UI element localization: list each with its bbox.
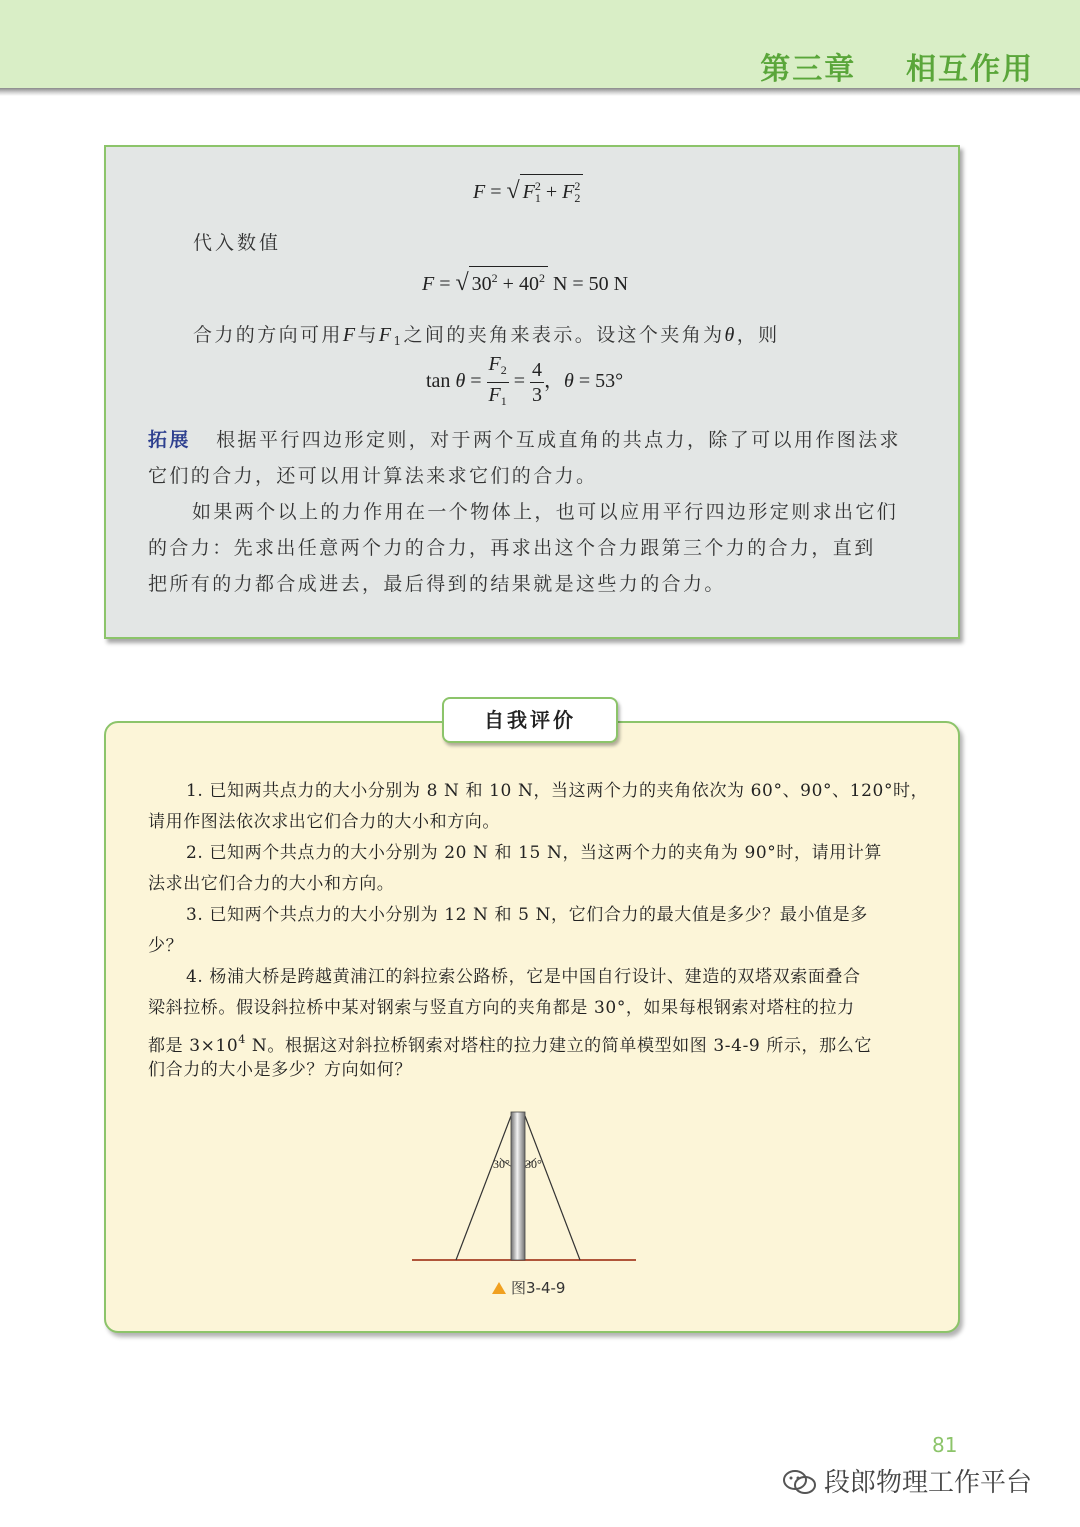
expand-label: 拓展 [148, 429, 191, 451]
question-3: 3. 已知两个共点力的大小分别为 12 N 和 5 N，它们合力的最大值是多少？最小值是多 [186, 905, 868, 925]
figure-caption: 图3-4-9 [492, 1277, 565, 1298]
left-cable [456, 1116, 511, 1260]
formula-tangent: tan θ = $\frac{F_2}{F_1}$ = $\frac{4}{3}$ ，θ = 53° [426, 353, 624, 408]
question-2: 2. 已知两个共点力的大小分别为 20 N 和 15 N，当这两个力的夹角为 90°时，请用计算 [186, 843, 882, 863]
question-3-cont: 少？ [148, 936, 184, 956]
right-angle-label: 30° [525, 1157, 542, 1171]
question-1-cont: 请用作图法依次求出它们合力的大小和方向。 [148, 812, 500, 832]
question-1: 1. 已知两共点力的大小分别为 8 N 和 10 N，当这两个力的夹角依次为 60°、90°、120°时， [186, 781, 929, 801]
triangle-icon [492, 1282, 506, 1294]
self-evaluation-tab: 自我评价 [442, 697, 618, 743]
question-4-line4: 们合力的大小是多少？方向如何？ [148, 1060, 412, 1080]
header-divider [0, 88, 1080, 96]
question-4-line3: 都是 $3\times 10^4$ N。根据这对斜拉桥钢索对塔柱的拉力建立的简单模型如图 3-4-9 所示，那么它 [148, 1033, 872, 1056]
formula-numeric: F = √ $30^2 + 40^2$ N = 50 N [422, 266, 628, 297]
question-4-line2: 梁斜拉桥。假设斜拉桥中某对钢索与竖直方向的夹角都是 30°，如果每根钢索对塔柱的拉力 [148, 998, 855, 1018]
substitute-label: 代入数值 [193, 232, 282, 254]
question-2-cont: 法求出它们合力的大小和方向。 [148, 874, 395, 894]
bridge-cable-figure [400, 1100, 650, 1275]
chapter-title: 第三章 相互作用 [760, 52, 1034, 87]
right-cable [525, 1116, 580, 1260]
formula-resultant: F = √ $F^2_1 + F^2_2$ [473, 174, 583, 209]
left-angle-label: 30° [493, 1157, 510, 1171]
tower-pillar [511, 1112, 525, 1260]
direction-text: 合力的方向可用F与$F_1$之间的夹角来表示。设这个夹角为θ，则 [193, 324, 780, 348]
question-4: 4. 杨浦大桥是跨越黄浦江的斜拉索公路桥，它是中国自行设计、建造的双塔双索面叠合 [186, 967, 861, 987]
expand-paragraph: 拓展 根据平行四边形定则，对于两个互成直角的共点力，除了可以用作图法求 它们的合力，还可以用计算法来求它们的合力。 [148, 429, 901, 487]
wechat-icon [782, 1469, 818, 1495]
multi-force-paragraph: 如果两个以上的力作用在一个物体上，也可以应用平行四边形定则求出它们 的合力：先求出任意两个力的合力，再求出这个合力跟第三个力的合力，直到 把所有的力都合成进去，最后得到的结果就是这些力的合力。 [148, 501, 899, 595]
watermark: 段郎物理工作平台 [782, 1462, 1032, 1499]
page-number: 81 [932, 1433, 958, 1457]
